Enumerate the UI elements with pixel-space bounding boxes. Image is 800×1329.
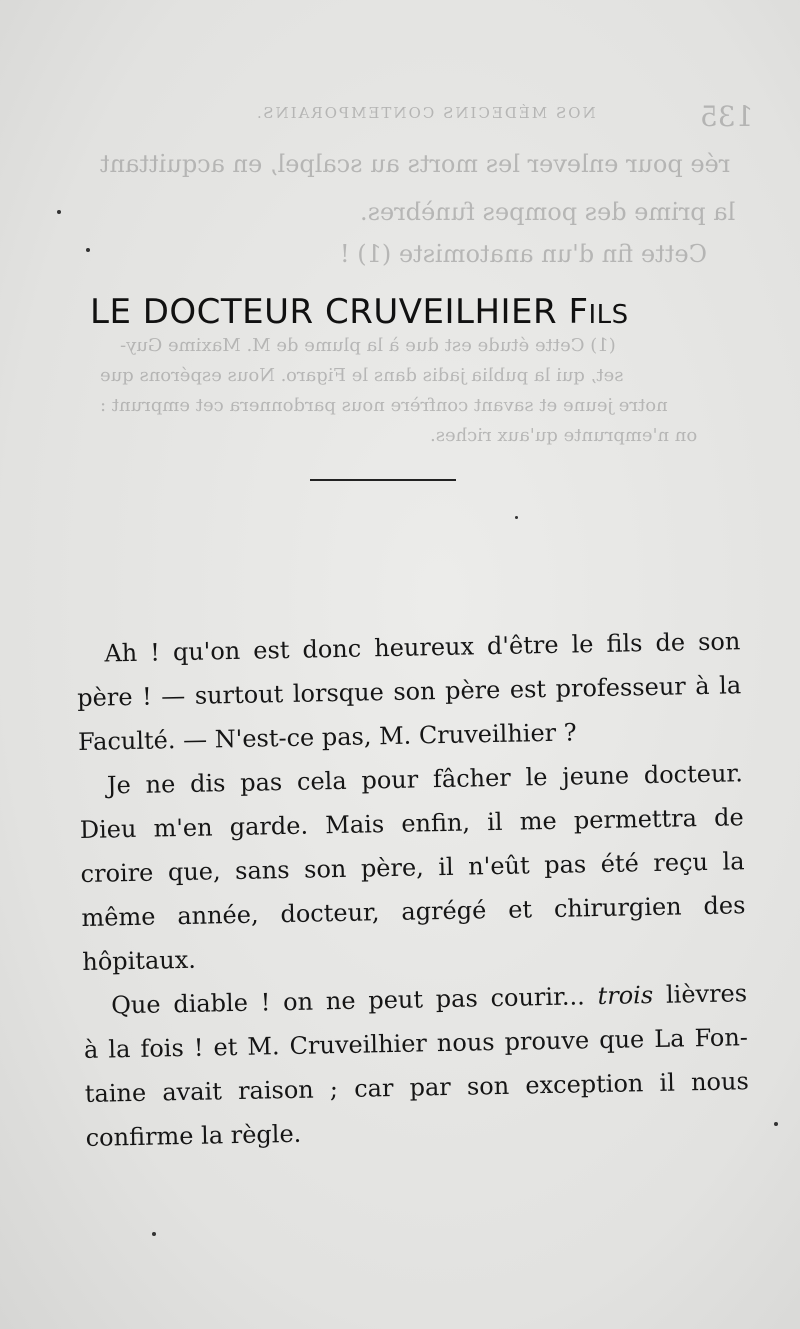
bleed-through-header: NOS MÉDECINS CONTEMPORAINS. bbox=[255, 104, 596, 122]
bleed-through-line: rée pour enlever les morts au scalpel, en acquittant bbox=[100, 150, 731, 178]
title-divider bbox=[310, 479, 456, 481]
text-fragment: lièvres bbox=[665, 979, 748, 1009]
text-line: père ! — surtout lorsque son père est professeur à la bbox=[76, 671, 742, 712]
bleed-through-line: Cette fin d'un anatomiste (1) ! bbox=[340, 240, 707, 268]
text-line: confirme la règle. bbox=[85, 1119, 302, 1152]
chapter-title bbox=[90, 292, 730, 332]
ink-speck bbox=[86, 248, 90, 252]
bleed-through-footnote-line: set, qui la publia jadis dans le Figaro. Nous espérons que bbox=[100, 365, 624, 386]
bleed-through-page-number: 135 bbox=[700, 100, 754, 133]
ink-speck bbox=[57, 210, 61, 214]
text-line: Dieu m'en garde. Mais enfin, il me permettra de bbox=[79, 803, 744, 844]
text-line: hôpitaux. bbox=[82, 945, 197, 976]
text-line: Ah ! qu'on est donc heureux d'être le fils de son bbox=[104, 627, 741, 668]
paragraph-2 bbox=[79, 751, 747, 984]
ink-speck bbox=[774, 1122, 778, 1126]
bleed-through-line: la prime des pompes funèbres. bbox=[360, 198, 736, 226]
text-line: Je ne dis pas cela pour fâcher le jeune docteur. bbox=[106, 759, 744, 800]
bleed-through-footnote-line: on n'emprunte qu'aux riches. bbox=[430, 425, 698, 446]
text-line: croire que, sans son père, il n'eût pas été reçu la bbox=[80, 847, 745, 888]
text-fragment: Que diable ! on ne peut pas courir... bbox=[110, 982, 586, 1020]
text-line: Faculté. — N'est-ce pas, M. Cruveilhier ? bbox=[77, 718, 577, 756]
bleed-through-footnote-line: (1) Cette étude est due à la plume de M. Maxime Guy- bbox=[120, 335, 616, 356]
paragraph-1 bbox=[76, 619, 742, 764]
chapter-title-suffix: ILS bbox=[588, 300, 629, 330]
paragraph-3 bbox=[83, 971, 750, 1160]
text-line: taine avait raison ; car par son exception il nous bbox=[84, 1067, 750, 1108]
text-line: à la fois ! et M. Cruveilhier nous prouve que La Fon- bbox=[83, 1023, 749, 1064]
text-line: même année, docteur, agrégé et chirurgien des bbox=[81, 891, 746, 932]
italic-word: trois bbox=[597, 980, 654, 1011]
body-text bbox=[76, 619, 750, 1160]
bleed-through-footnote-line: notre jeune et savant confrère nous pardonnera cet emprunt : bbox=[100, 395, 668, 416]
ink-speck bbox=[515, 516, 518, 519]
chapter-title-main: LE DOCTEUR CRUVEILHIER F bbox=[90, 292, 589, 332]
ink-speck bbox=[152, 1232, 156, 1236]
